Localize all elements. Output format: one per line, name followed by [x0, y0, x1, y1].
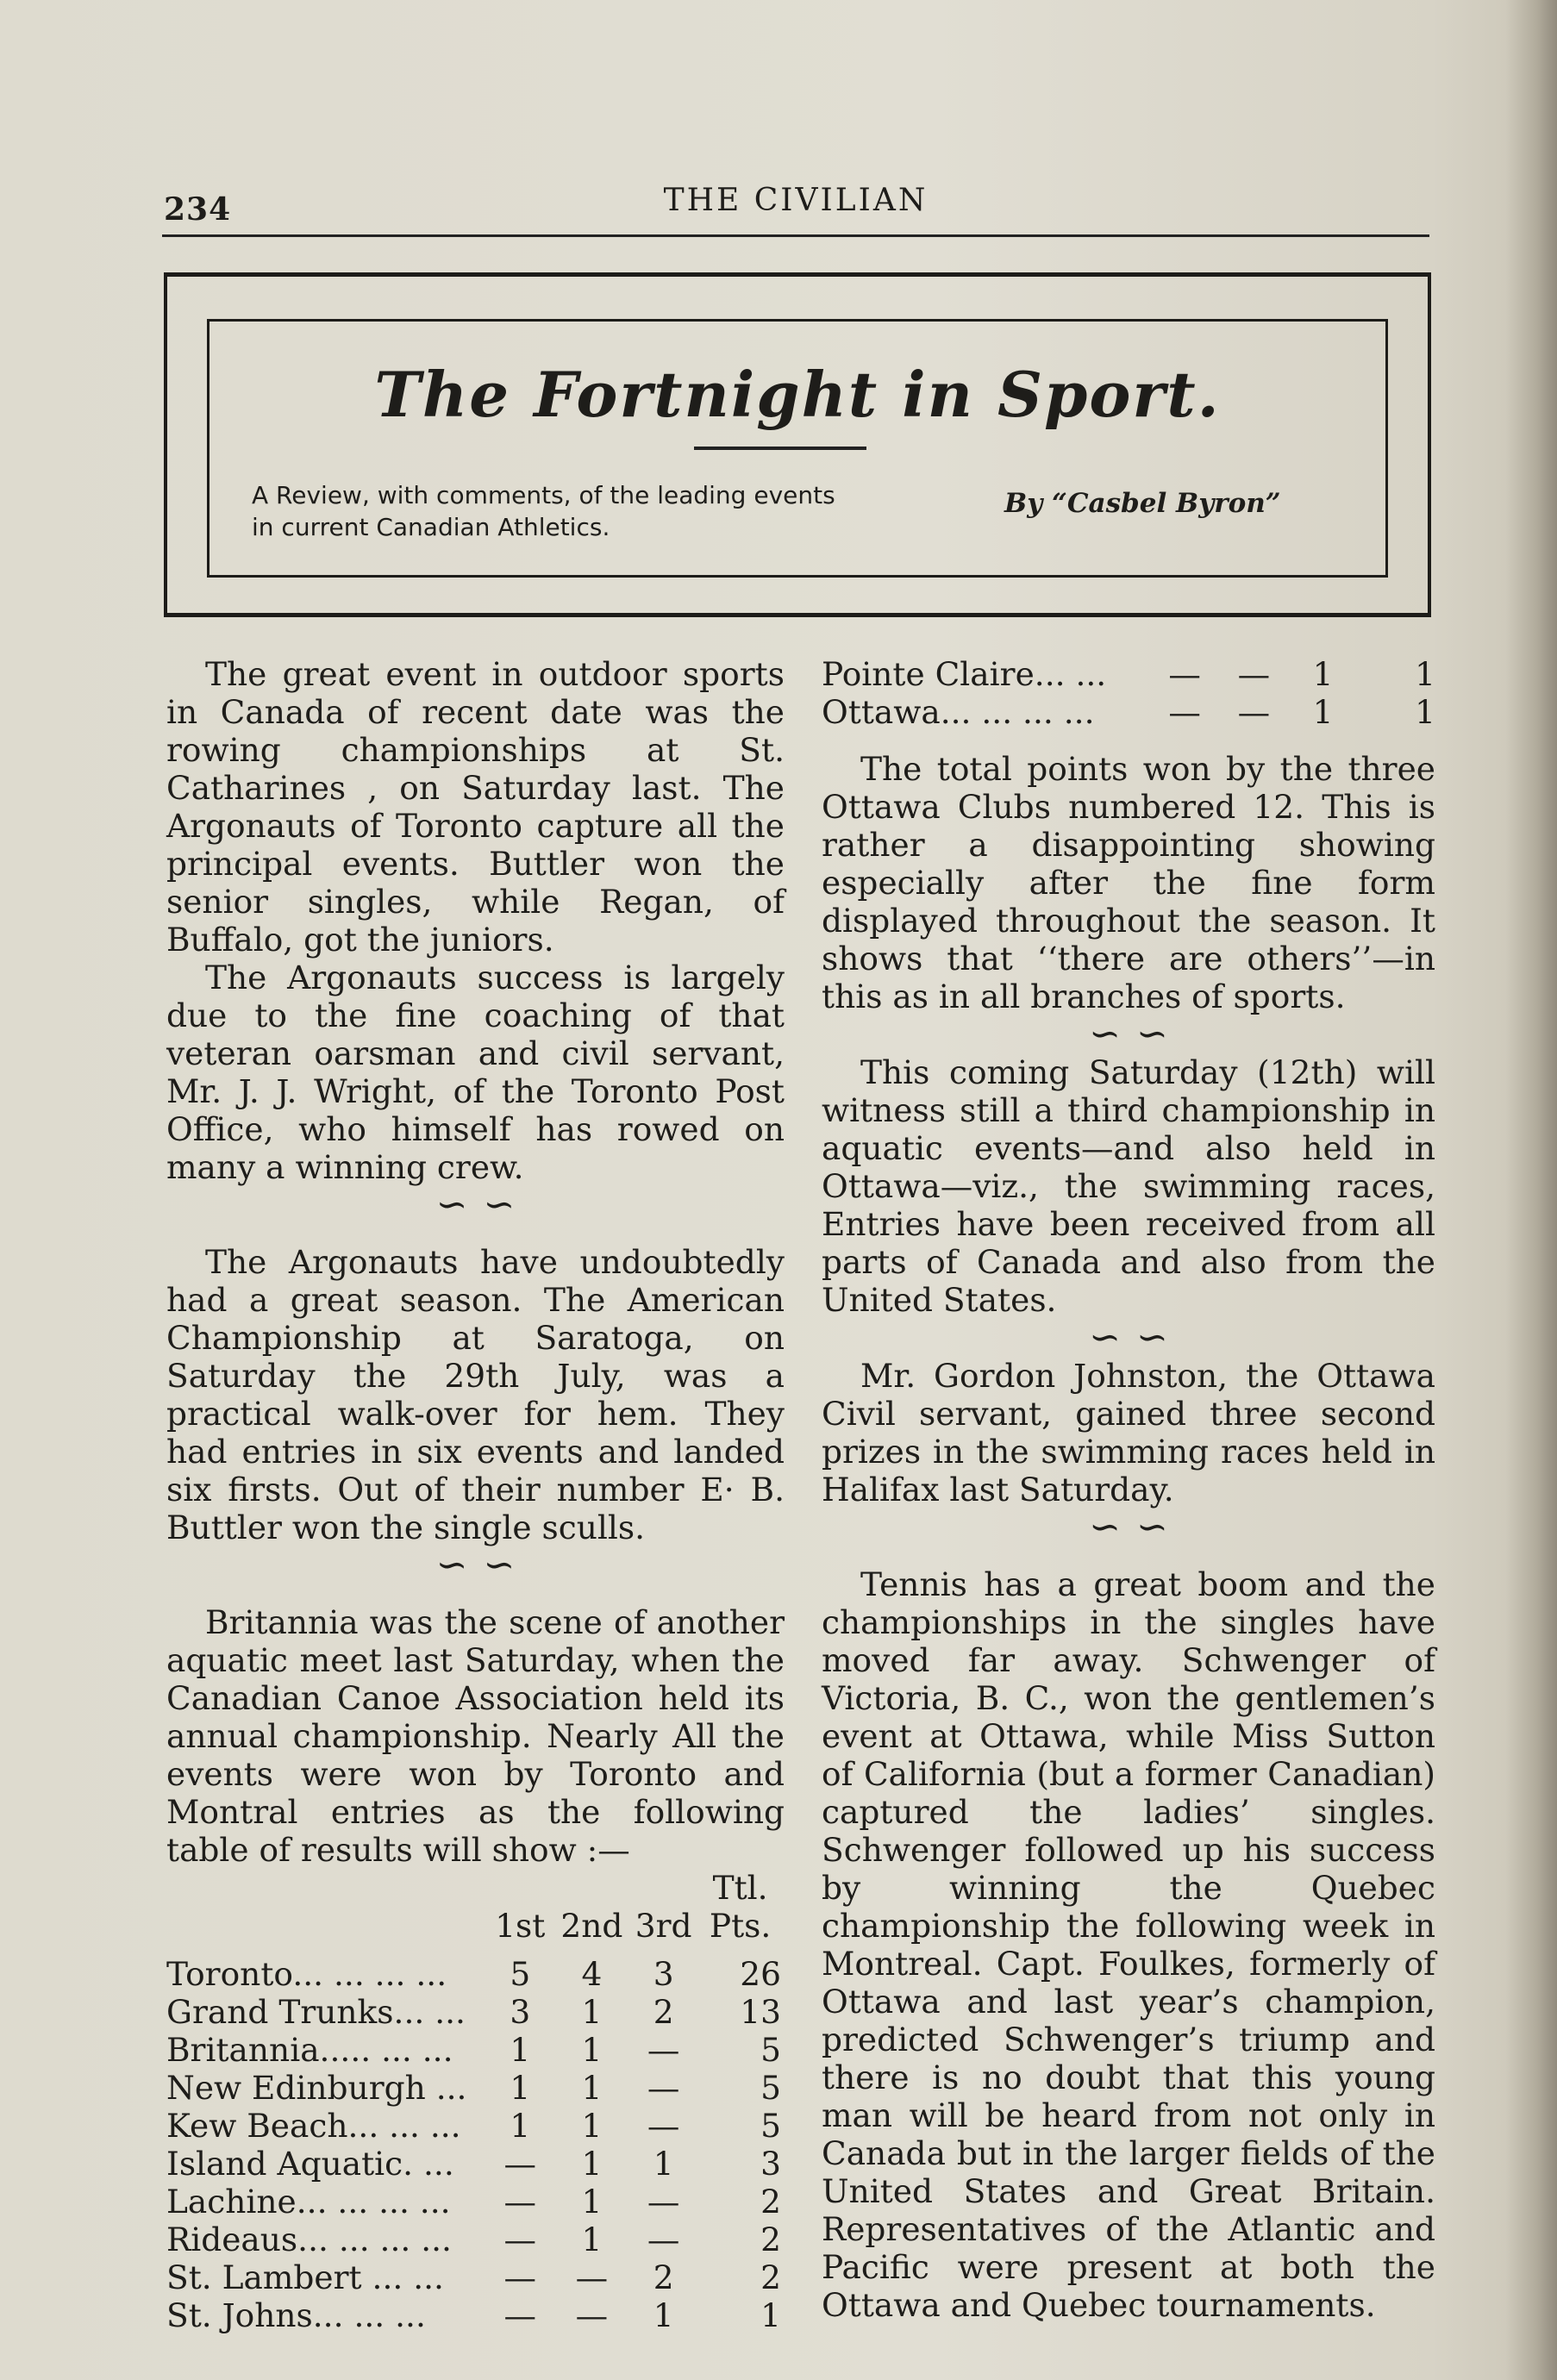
cell-total: 13	[740, 1993, 781, 2031]
column-header-third: 3rd	[635, 1907, 692, 1945]
team-name: Toronto... ... ... ...	[166, 1955, 447, 1993]
right-column	[822, 655, 1435, 2324]
team-name: Pointe Claire... ...	[822, 655, 1107, 693]
cell-third: —	[647, 2107, 680, 2145]
table-header-row-top	[166, 1869, 785, 1907]
table-row	[166, 2183, 785, 2221]
table-row	[166, 2296, 785, 2334]
ornament-icon: ∽	[1089, 1012, 1121, 1056]
team-name: New Edinburgh ...	[166, 2069, 467, 2107]
cell-second: 1	[581, 2145, 603, 2183]
cell-first: 3	[510, 1993, 531, 2031]
cell-second: 1	[581, 2031, 603, 2069]
cell-third: 1	[1312, 693, 1334, 731]
cell-second: 4	[581, 1955, 603, 1993]
paragraph-argonauts-season: The Argonauts have undoubtedly had a great season. The American Championship at Saratoga, on Saturday the 29th July, was a practical walk-over for hem. They had entries in six events and landed six firsts. Out of their number E· B. Buttler won the single sculls.	[166, 1243, 785, 1546]
results-table-continued	[822, 655, 1435, 731]
ornament-icon: ∽	[1089, 1315, 1121, 1359]
cell-first: —	[503, 2183, 537, 2221]
cell-first: —	[503, 2296, 537, 2334]
cell-first: 5	[510, 1955, 531, 1993]
cell-first: —	[1168, 693, 1201, 731]
paragraph-tennis: Tennis has a great boom and the championships in the singles have moved far away. Schwenger of Victoria, B. C., won the gentlemen’s event at Ottawa, while Miss Sutton of California (but a former Canadian) captured the ladies’ singles. Schwenger followed up his success by winning the Quebec championship the following week in Montreal. Capt. Foulkes, formerly of Ottawa and last year’s champion, predicted Schwenger’s triump and there is no doubt that this young man will be heard from not only in Canada but in the larger fields of the United States and Great Britain. Representatives of the Atlantic and Pacific were present at both the Ottawa and Quebec tournaments.	[822, 1565, 1435, 2324]
cell-total: 2	[760, 2221, 781, 2258]
table-row	[166, 2031, 785, 2069]
cell-first: —	[503, 2221, 537, 2258]
cell-first: —	[503, 2258, 537, 2296]
table-row	[822, 693, 1435, 731]
cell-total: 1	[1415, 655, 1435, 693]
table-row	[166, 2107, 785, 2145]
cell-first: 1	[510, 2031, 531, 2069]
cell-third: —	[647, 2031, 680, 2069]
cell-second: 1	[581, 2221, 603, 2258]
cell-second: —	[575, 2296, 609, 2334]
cell-first: 1	[510, 2107, 531, 2145]
team-name: Britannia..... ... ...	[166, 2031, 453, 2069]
article-byline: By “Casbel Byron”	[1004, 488, 1281, 519]
table-header-row	[166, 1907, 785, 1945]
cell-second: —	[1237, 655, 1271, 693]
table-row	[822, 655, 1435, 693]
ornament-icon: ∽	[483, 1183, 516, 1227]
ornament-icon: ∽	[1136, 1012, 1168, 1056]
cell-third: —	[647, 2069, 680, 2107]
cell-total: 2	[760, 2258, 781, 2296]
cell-second: —	[575, 2258, 609, 2296]
section-divider	[166, 1183, 785, 1227]
column-header-second: 2nd	[560, 1907, 623, 1945]
table-row	[166, 2221, 785, 2258]
paragraph-gordon-johnston: Mr. Gordon Johnston, the Ottawa Civil servant, gained three second prizes in the swimming races held in Halifax last Saturday.	[822, 1357, 1435, 1509]
paragraph-ottawa-points: The total points won by the three Ottawa Clubs numbered 12. This is rather a disappointing showing especially after the fine form displayed throughout the season. It shows that ‘‘there are others’’—in this as in all branches of sports.	[822, 750, 1435, 1015]
team-name: Lachine... ... ... ...	[166, 2183, 451, 2221]
table-row	[166, 2069, 785, 2107]
table-row	[166, 1955, 785, 1993]
cell-second: —	[1237, 693, 1271, 731]
team-name: St. Lambert ... ...	[166, 2258, 444, 2296]
cell-second: 1	[581, 1993, 603, 2031]
cell-total: 5	[760, 2107, 781, 2145]
cell-total: 26	[740, 1955, 781, 1993]
article-title: The Fortnight in Sport.	[374, 358, 1221, 431]
column-header-first: 1st	[495, 1907, 546, 1945]
cell-total: 1	[1415, 693, 1435, 731]
team-name: Island Aquatic. ...	[166, 2145, 454, 2183]
section-divider	[822, 1012, 1435, 1056]
paragraph-rowing-championships: The great event in outdoor sports in Canada of recent date was the rowing championships at St. Catharines , on Saturday last. The Argonauts of Toronto capture all the principal events. Buttler won the senior singles, while Regan, of Buffalo, got the juniors.	[166, 655, 785, 959]
paragraph-argonauts-coaching: The Argonauts success is largely due to the fine coaching of that veteran oarsman and civil servant, Mr. J. J. Wright, of the Toronto Post Office, who himself has rowed on many a winning crew.	[166, 959, 785, 1186]
cell-total: 3	[760, 2145, 781, 2183]
cell-total: 2	[760, 2183, 781, 2221]
cell-third: 1	[653, 2296, 674, 2334]
cell-total: 5	[760, 2069, 781, 2107]
cell-first: —	[1168, 655, 1201, 693]
team-name: St. Johns... ... ...	[166, 2296, 426, 2334]
team-name: Kew Beach... ... ...	[166, 2107, 461, 2145]
table-row	[166, 2258, 785, 2296]
team-name: Grand Trunks... ...	[166, 1993, 466, 2031]
cell-third: 2	[653, 2258, 674, 2296]
ornament-icon: ∽	[1136, 1505, 1168, 1549]
ornament-icon: ∽	[435, 1543, 468, 1587]
left-column	[166, 655, 785, 2334]
cell-second: 1	[581, 2069, 603, 2107]
cell-first: —	[503, 2145, 537, 2183]
paragraph-swimming-races: This coming Saturday (12th) will witness still a third championship in aquatic events—and also held in Ottawa—viz., the swimming races, Entries have been received from all parts of Canada and also from the United States.	[822, 1053, 1435, 1319]
results-table	[166, 1869, 785, 2334]
cell-total: 5	[760, 2031, 781, 2069]
cell-third: 3	[653, 1955, 674, 1993]
cell-first: 1	[510, 2069, 531, 2107]
ornament-icon: ∽	[483, 1543, 516, 1587]
title-underline	[694, 447, 866, 450]
table-row	[166, 2145, 785, 2183]
column-header-points: Pts.	[709, 1907, 772, 1945]
cell-second: 1	[581, 2183, 603, 2221]
paragraph-britannia-meet: Britannia was the scene of another aquatic meet last Saturday, when the Canadian Canoe Association held its annual championship. Nearly All the events were won by Toronto and Montral entries as the following table of results will show :—	[166, 1603, 785, 1869]
cell-second: 1	[581, 2107, 603, 2145]
table-row	[166, 1993, 785, 2031]
ornament-icon: ∽	[1136, 1315, 1168, 1359]
article-subtitle: A Review, with comments, of the leading events in current Canadian Athletics.	[252, 481, 835, 541]
section-divider	[822, 1315, 1435, 1359]
running-title: THE CIVILIAN	[663, 183, 929, 218]
team-name: Rideaus... ... ... ...	[166, 2221, 452, 2258]
cell-third: —	[647, 2221, 680, 2258]
ornament-icon: ∽	[435, 1183, 468, 1227]
section-divider	[166, 1543, 785, 1587]
team-name: Ottawa... ... ... ...	[822, 693, 1095, 731]
binding-shadow	[1505, 0, 1557, 2380]
header-rule	[162, 234, 1429, 237]
section-divider	[822, 1505, 1435, 1549]
page-number: 234	[164, 191, 232, 228]
cell-total: 1	[760, 2296, 781, 2334]
cell-third: 1	[653, 2145, 674, 2183]
cell-third: 2	[653, 1993, 674, 2031]
cell-third: 1	[1312, 655, 1334, 693]
cell-third: —	[647, 2183, 680, 2221]
ornament-icon: ∽	[1089, 1505, 1121, 1549]
column-header-total: Ttl.	[712, 1869, 768, 1907]
